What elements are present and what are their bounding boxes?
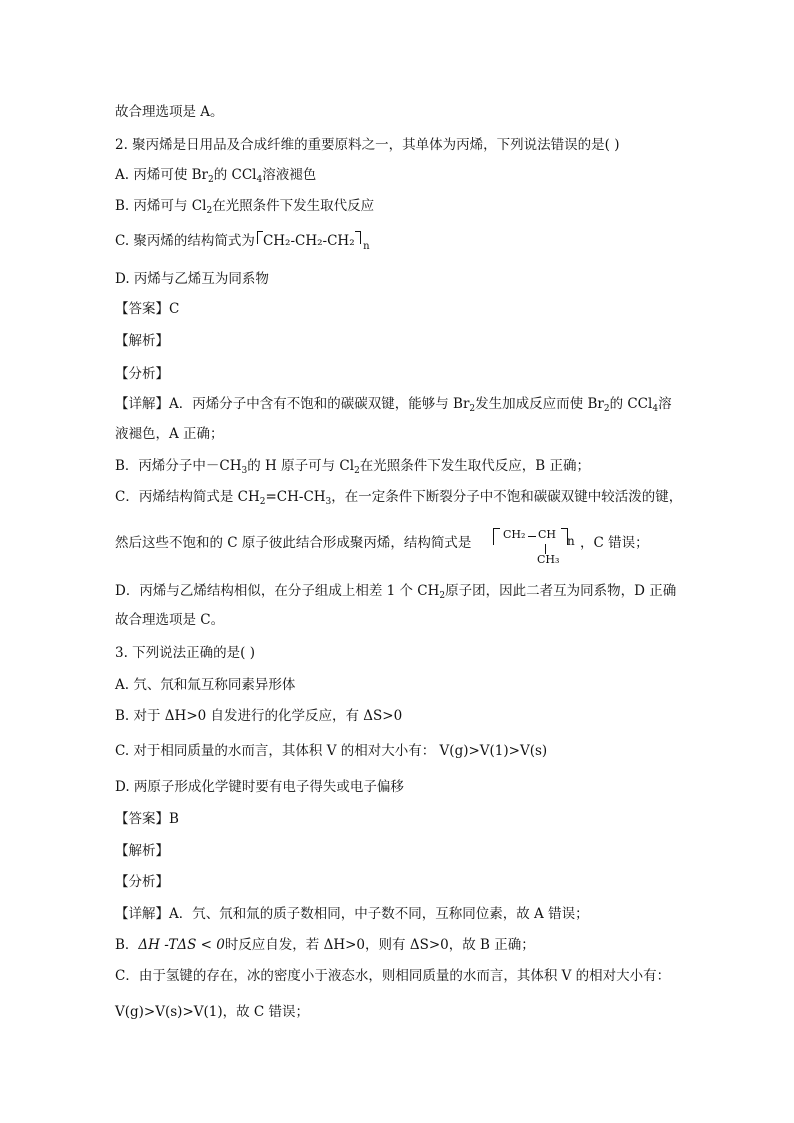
subscript: 2 [603, 404, 610, 414]
detail-line: 然后这些不饱和的 C 原子彼此结合形成聚丙烯，结构简式是 [115, 535, 472, 551]
text: 原子团，因此二者互为同系物，D 正确 [445, 583, 677, 599]
option-2c [115, 231, 370, 252]
detail-line: 液褪色，A 正确； [115, 426, 224, 442]
text: ，在一定条件下断裂分子中不饱和碳碳双键中较活泼的键， [331, 489, 683, 505]
text: 的 H 原子可与 Cl [247, 458, 355, 474]
text: 的 CCl [609, 396, 653, 412]
repeat-n: n [363, 241, 370, 252]
question-2: 2. 聚丙烯是日用品及合成纤维的重要原料之一，其单体为丙烯，下列说法错误的是( ) [115, 137, 620, 153]
subscript: 2 [469, 404, 476, 414]
text: 在光照条件下发生取代反应，B 正确； [359, 458, 591, 474]
text: A. 丙烯可使 Br [115, 167, 208, 183]
ch-group: CH [538, 528, 557, 541]
text: B． [115, 937, 139, 953]
detail-line [115, 935, 535, 955]
subscript: 2 [208, 175, 214, 185]
text: B．丙烯分子中－CH [115, 458, 242, 474]
repeat-n: n [567, 534, 575, 548]
detail-line: C．由于氢键的存在，冰的密度小于液态水，则相同质量的水而言，其体积 V 的相对大小有： [115, 968, 671, 984]
option-3a: A. 氕、氘和氚互称同素异形体 [115, 677, 296, 693]
option-2a [115, 165, 316, 190]
bond [528, 536, 536, 537]
text: 的 CCl [213, 167, 257, 183]
text: 在光照条件下发生取代反应 [212, 198, 375, 214]
text: C. 聚丙烯的结构简式为 [115, 233, 255, 249]
subscript: 2 [206, 206, 213, 216]
subscript: 4 [652, 404, 659, 414]
subscript: 3 [241, 466, 248, 476]
text: 溶 [658, 396, 672, 412]
fenxi-heading: 【分析】 [115, 874, 169, 890]
detail-line [115, 487, 682, 512]
bracket-right [355, 231, 361, 244]
analysis-heading: 【解析】 [115, 843, 169, 859]
option-3b: B. 对于 ΔH>0 自发进行的化学反应，有 ΔS>0 [115, 708, 403, 724]
detail-line [115, 394, 672, 419]
text: 发生加成反应而使 Br [475, 396, 604, 412]
subscript: 2 [354, 466, 360, 476]
option-3d: D. 两原子形成化学键时要有电子得失或电子偏移 [115, 779, 404, 795]
bracket-left [257, 231, 263, 244]
math-expression: ΔH -TΔS < 0 [138, 937, 225, 953]
formula-text: CH₂-CH₂-CH₂ [262, 233, 355, 249]
option-3c: C. 对于相同质量的水而言，其体积 V 的相对大小有： V(g)>V(1)>V(s) [115, 743, 548, 759]
text: 【详解】A．丙烯分子中含有不饱和的碳碳双键，能够与 Br [115, 396, 470, 412]
ch3-group: CH₃ [537, 553, 560, 566]
text: 溶液褪色 [262, 167, 317, 183]
text: =CH-CH [265, 489, 326, 505]
option-2b [115, 196, 374, 221]
bracket-left [493, 528, 500, 545]
answer-2: 【答案】C [115, 301, 180, 317]
subscript: 3 [325, 497, 332, 507]
subscript: 2 [439, 591, 446, 601]
detail-line [115, 581, 676, 606]
polymer-formula [257, 231, 370, 252]
subscript: 2 [259, 497, 266, 507]
answer-3: 【答案】B [115, 811, 179, 827]
text: 时反应自发，若 ΔH>0，则有 ΔS>0，故 B 正确； [224, 937, 535, 953]
analysis-heading: 【解析】 [115, 333, 169, 349]
detail-line [115, 456, 590, 481]
polypropylene-structure [493, 522, 575, 570]
text: B. 丙烯可与 Cl [115, 198, 207, 214]
detail-line: 【详解】A．氕、氘和氚的质子数相同，中子数不同，互称同位素，故 A 错误； [115, 906, 589, 922]
detail-line: 故合理选项是 C。 [115, 612, 225, 628]
text: C．丙烯结构简式是 CH [115, 489, 260, 505]
detail-line: ，C 错误； [580, 535, 649, 551]
fenxi-heading: 【分析】 [115, 366, 169, 382]
ch2-group: CH₂ [503, 528, 526, 541]
text-line: 故合理选项是 A。 [115, 104, 224, 120]
text: D．丙烯与乙烯结构相似，在分子组成上相差 1 个 CH [115, 583, 440, 599]
option-2d: D. 丙烯与乙烯互为同系物 [115, 271, 269, 287]
subscript: 4 [256, 175, 263, 185]
detail-line: V(g)>V(s)>V(1)，故 C 错误； [115, 1004, 310, 1020]
question-3: 3. 下列说法正确的是( ) [115, 645, 255, 661]
